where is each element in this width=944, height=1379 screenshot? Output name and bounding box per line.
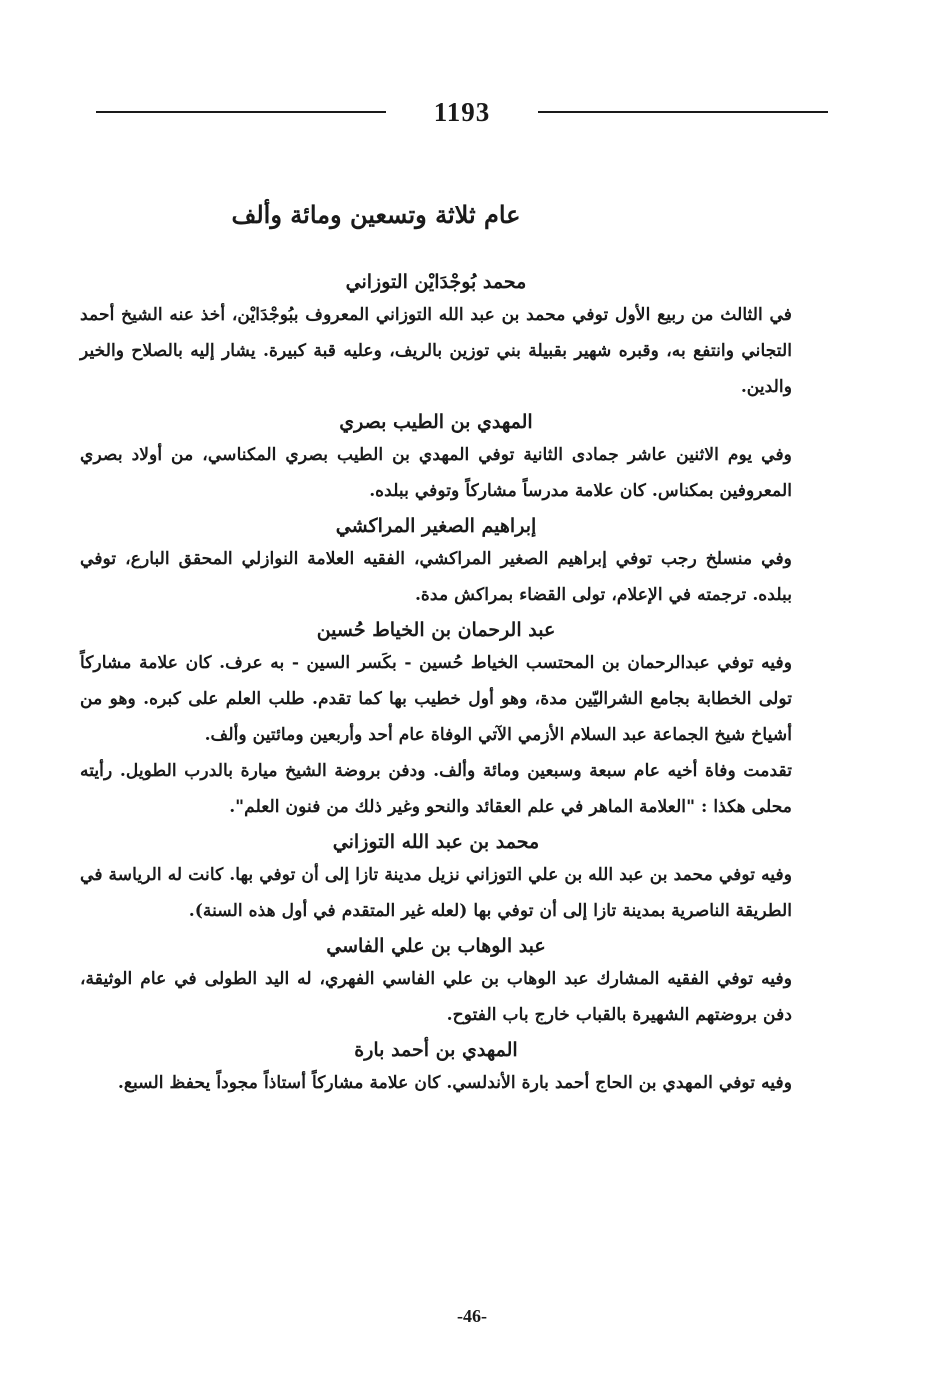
- entry-paragraph: وفي منسلخ رجب توفي إبراهيم الصغير المراكشي، الفقيه العلامة النوازلي المحقق البارع، توفي ببلده. ترجمته في الإعلام، تولى القضاء بمراكش مدة.: [80, 549, 792, 605]
- entry-paragraph: وفيه توفي المهدي بن الحاج أحمد بارة الأندلسي. كان علامة مشاركاً أستاذاً مجوداً يحفظ السبع.: [117, 1073, 792, 1093]
- page-body: [80, 200, 792, 1101]
- entry: [80, 411, 792, 509]
- header-year: 1193: [433, 96, 491, 127]
- entry-title: إبراهيم الصغير المراكشي: [335, 515, 537, 537]
- entry: [80, 619, 792, 825]
- page-number: -46-: [457, 1306, 487, 1326]
- entry: [80, 935, 792, 1033]
- entry: [80, 515, 792, 613]
- page-header: [96, 92, 828, 132]
- entry-paragraph: في الثالث من ربيع الأول توفي محمد بن عبد الله التوزاني المعروف ببُوجْدَايْن، أخذ عنه الشيخ أحمد التجاني وانتفع به، وقبره شهير بقبيلة بني توزين بالريف، وعليه قبة كبيرة. يشار إليه بالصلاح والخير والدين.: [80, 305, 792, 397]
- entry-title: عبد الرحمان بن الخياط حُسين: [316, 619, 556, 641]
- entry-paragraph: تقدمت وفاة أخيه عام سبعة وسبعين ومائة وألف. ودفن بروضة الشيخ ميارة بالدرب الطويل. رأيته محلى هكذا : "العلامة الماهر في علم العقائد والنحو وغير ذلك من فنون العلم".: [80, 761, 792, 817]
- entry-title: المهدي بن الطيب بصري: [339, 411, 533, 433]
- header-rule-right: [538, 111, 828, 113]
- entry: [80, 1039, 792, 1101]
- entry-paragraph: وفيه توفي محمد بن عبد الله بن علي التوزاني نزيل مدينة تازا إلى أن توفي بها. كانت له الرياسة في الطريقة الناصرية بمدينة تازا إلى أن توفي بها (لعله غير المتقدم في أول هذه السنة).: [80, 865, 792, 921]
- header-rule-left: [96, 111, 386, 113]
- entry: [80, 831, 792, 929]
- entry-title: محمد بن عبد الله التوزاني: [332, 831, 540, 853]
- main-title: عام ثلاثة وتسعين ومائة وألف: [231, 200, 521, 229]
- entry-paragraph: وفيه توفي الفقيه المشارك عبد الوهاب بن علي الفاسي الفهري، له اليد الطولى في عام الوثيقة، دفن بروضتهم الشهيرة بالقباب خارج باب الفتوح.: [80, 969, 792, 1025]
- entry: [80, 271, 792, 405]
- entry-paragraph: وفي يوم الاثنين عاشر جمادى الثانية توفي المهدي بن الطيب بصري المكناسي، من أولاد بصري المعروفين بمكناس. كان علامة مدرساً مشاركاً وتوفي ببلده.: [80, 445, 792, 501]
- entry-title: محمد بُوجْدَايْن التوزاني: [345, 271, 527, 293]
- entry-title: عبد الوهاب بن علي الفاسي: [326, 935, 546, 957]
- entry-title: المهدي بن أحمد بارة: [354, 1039, 518, 1061]
- entry-paragraph: وفيه توفي عبدالرحمان بن المحتسب الخياط حُسين - بكَسر السين - به عرف. كان علامة مشاركاً تولى الخطابة بجامع الشراليّين مدة، وهو أول خطيب بها كما تقدم. طلب العلم على كبره. وهو من أشياخ شيخ الجماعة عبد السلام الأزمي الآتي الوفاة عام أحد وأربعين ومائتين وألف.: [80, 653, 792, 745]
